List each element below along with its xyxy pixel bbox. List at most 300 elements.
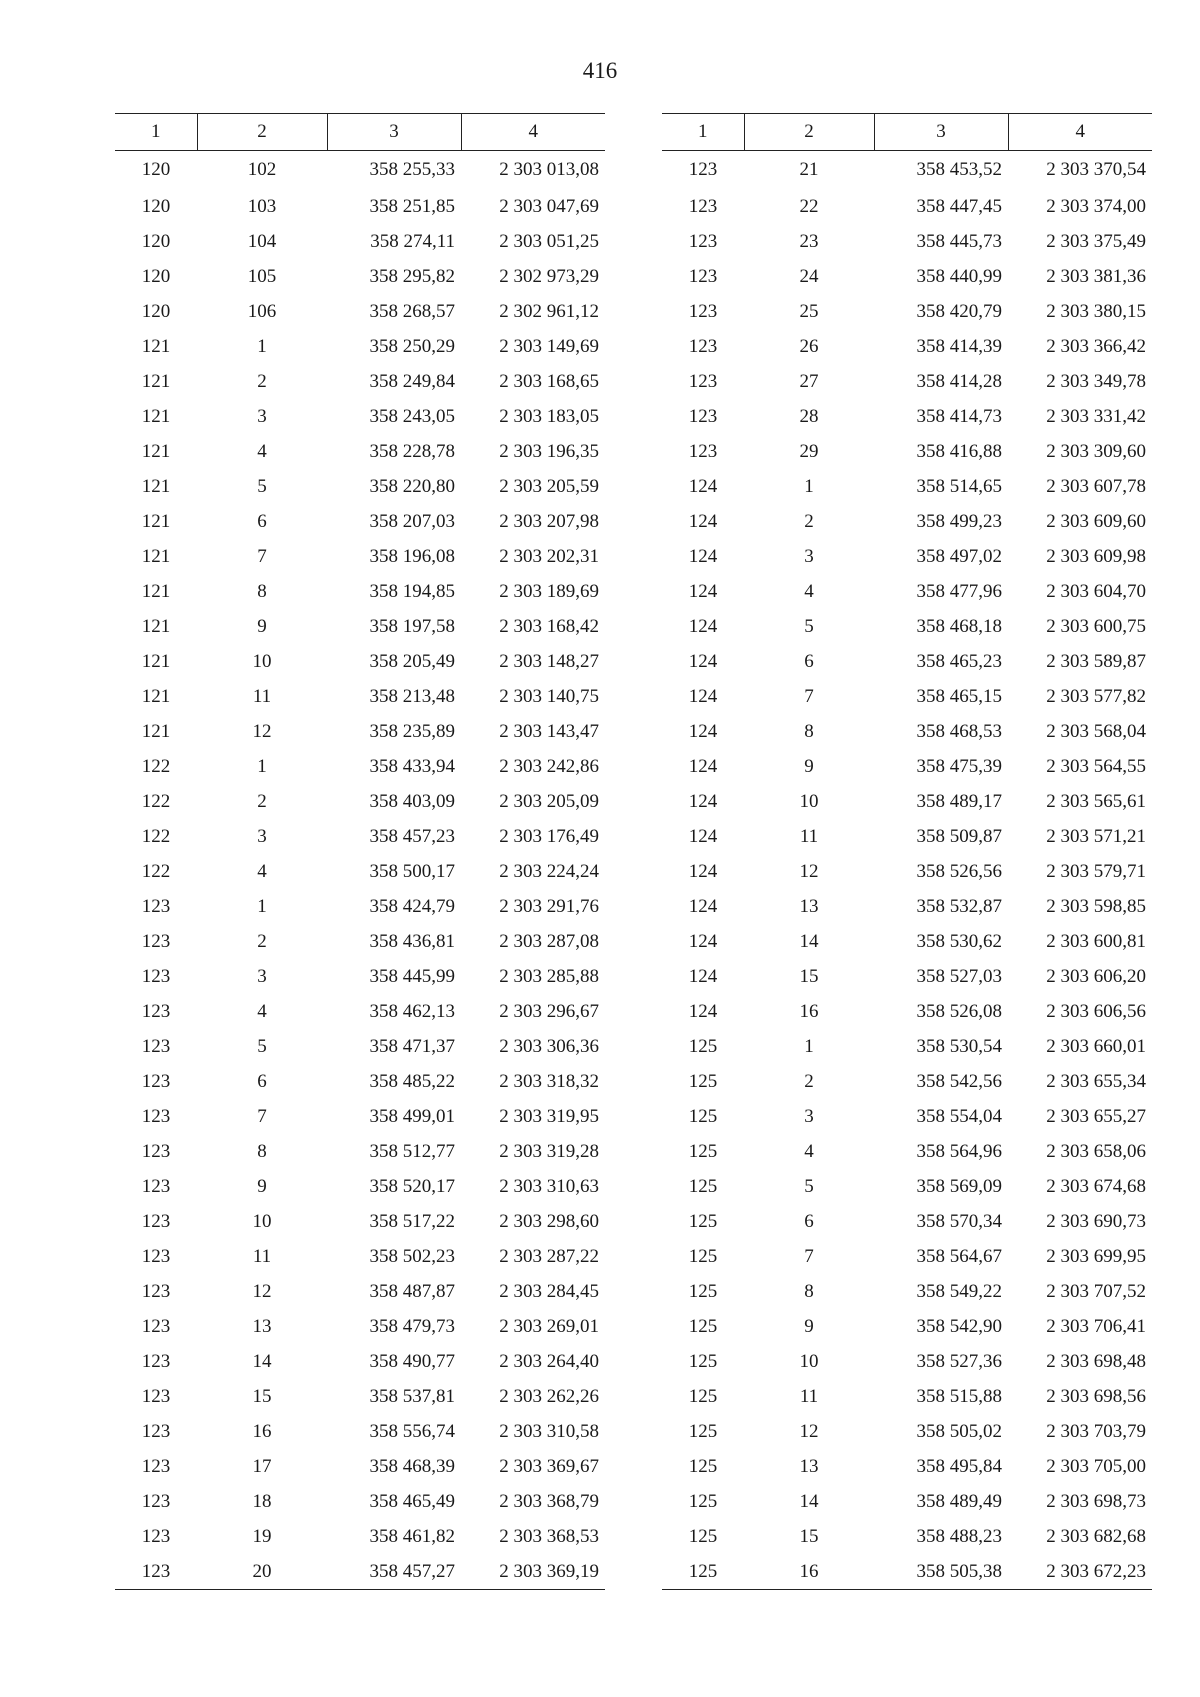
cell-object-number: 123 — [688, 440, 718, 462]
cell-object-number: 123 — [688, 265, 718, 287]
cell-point-number: 16 — [744, 1554, 874, 1590]
cell-object-number: 123 — [141, 1140, 171, 1162]
cell-coordinate-x: 358 488,23 — [916, 1525, 1002, 1547]
cell-point-number: 23 — [799, 230, 819, 252]
cell-coordinate-y: 2 303 319,95 — [499, 1105, 599, 1127]
cell-point-number: 14 — [252, 1350, 272, 1372]
cell-coordinate-x: 358 420,79 — [916, 300, 1002, 322]
cell-point-number: 12 — [799, 1420, 819, 1442]
cell-point-number: 102 — [247, 159, 277, 180]
table-row — [115, 574, 605, 609]
table-body-right — [662, 151, 1152, 1590]
cell-coordinate-y: 2 303 310,58 — [499, 1420, 599, 1442]
cell-coordinate-x: 358 489,49 — [916, 1490, 1002, 1512]
cell-point-number: 8 — [804, 720, 814, 742]
cell-object-number: 123 — [688, 195, 718, 217]
cell-coordinate-x: 358 485,22 — [369, 1070, 455, 1092]
table-row — [662, 1169, 1152, 1204]
cell-point-number: 18 — [252, 1490, 272, 1512]
cell-point-number: 14 — [799, 1490, 819, 1512]
cell-point-number: 2 — [804, 1070, 814, 1092]
table-row — [115, 1134, 605, 1169]
cell-coordinate-x: 358 457,27 — [327, 1554, 461, 1590]
cell-point-number: 6 — [257, 510, 267, 532]
cell-object-number: 125 — [688, 1385, 718, 1407]
cell-coordinate-y: 2 303 296,67 — [499, 1000, 599, 1022]
cell-object-number: 124 — [688, 1000, 718, 1022]
cell-coordinate-y: 2 303 269,01 — [499, 1315, 599, 1337]
cell-coordinate-x: 358 228,78 — [369, 440, 455, 462]
cell-coordinate-x: 358 251,85 — [369, 195, 455, 217]
cell-point-number: 25 — [799, 300, 819, 322]
cell-coordinate-y: 2 303 331,42 — [1046, 405, 1146, 427]
cell-object-number: 124 — [688, 510, 718, 532]
cell-coordinate-y: 2 303 655,34 — [1046, 1070, 1146, 1092]
cell-coordinate-x: 358 268,57 — [369, 300, 455, 322]
cell-point-number: 28 — [799, 405, 819, 427]
cell-point-number: 11 — [799, 1385, 819, 1407]
cell-point-number: 20 — [197, 1554, 327, 1590]
table-row — [115, 1169, 605, 1204]
cell-object-number: 123 — [141, 1490, 171, 1512]
table-row — [662, 749, 1152, 784]
cell-object-number: 120 — [141, 195, 171, 217]
table-row — [115, 294, 605, 329]
cell-object-number: 124 — [688, 930, 718, 952]
cell-coordinate-x: 358 255,33 — [369, 159, 455, 180]
cell-coordinate-y: 2 303 176,49 — [499, 825, 599, 847]
cell-coordinate-x: 358 453,52 — [916, 159, 1002, 180]
cell-coordinate-y: 2 303 690,73 — [1046, 1210, 1146, 1232]
cell-object-number: 121 — [141, 720, 171, 742]
cell-point-number: 4 — [257, 440, 267, 462]
cell-point-number: 3 — [804, 545, 814, 567]
cell-coordinate-x: 358 512,77 — [369, 1140, 455, 1162]
cell-object-number: 120 — [141, 230, 171, 252]
cell-coordinate-y: 2 303 655,27 — [1046, 1105, 1146, 1127]
cell-coordinate-y: 2 303 598,85 — [1046, 895, 1146, 917]
table-row — [115, 259, 605, 294]
cell-point-number: 103 — [247, 195, 277, 217]
table-row — [662, 1449, 1152, 1484]
cell-coordinate-y: 2 303 366,42 — [1046, 335, 1146, 357]
cell-object-number: 121 — [141, 615, 171, 637]
cell-object-number: 124 — [688, 720, 718, 742]
table-row — [115, 1414, 605, 1449]
table-row — [662, 609, 1152, 644]
cell-object-number: 123 — [115, 1554, 197, 1590]
cell-coordinate-x: 358 436,81 — [369, 930, 455, 952]
cell-coordinate-y: 2 303 604,70 — [1046, 580, 1146, 602]
cell-point-number: 17 — [252, 1455, 272, 1477]
cell-object-number: 123 — [141, 895, 171, 917]
cell-object-number: 121 — [141, 650, 171, 672]
cell-coordinate-y: 2 303 375,49 — [1046, 230, 1146, 252]
cell-coordinate-y: 2 303 168,42 — [499, 615, 599, 637]
cell-coordinate-x: 358 274,11 — [370, 230, 455, 252]
cell-coordinate-y: 2 302 961,12 — [499, 300, 599, 322]
table-row — [662, 1414, 1152, 1449]
table-row — [662, 1029, 1152, 1064]
cell-coordinate-y: 2 303 674,68 — [1046, 1175, 1146, 1197]
cell-point-number: 9 — [257, 1175, 267, 1197]
cell-point-number: 5 — [257, 475, 267, 497]
cell-coordinate-x: 358 433,94 — [369, 755, 455, 777]
cell-coordinate-y: 2 303 224,24 — [499, 860, 599, 882]
table-row — [662, 1239, 1152, 1274]
cell-object-number: 121 — [141, 440, 171, 462]
table-row — [115, 959, 605, 994]
cell-coordinate-x: 358 403,09 — [369, 790, 455, 812]
cell-coordinate-y: 2 303 285,88 — [499, 965, 599, 987]
cell-object-number: 122 — [141, 860, 171, 882]
cell-coordinate-y: 2 303 705,00 — [1046, 1455, 1146, 1477]
cell-coordinate-x: 358 468,53 — [916, 720, 1002, 742]
cell-point-number: 13 — [252, 1315, 272, 1337]
table-row — [662, 819, 1152, 854]
cell-coordinate-x: 358 487,87 — [369, 1280, 455, 1302]
cell-point-number: 3 — [257, 965, 267, 987]
table-row — [662, 189, 1152, 224]
table-row — [662, 924, 1152, 959]
cell-coordinate-x: 358 526,56 — [916, 860, 1002, 882]
cell-coordinate-x: 358 515,88 — [916, 1385, 1002, 1407]
cell-coordinate-x: 358 532,87 — [916, 895, 1002, 917]
cell-point-number: 8 — [257, 1140, 267, 1162]
cell-coordinate-x: 358 569,09 — [916, 1175, 1002, 1197]
cell-point-number: 7 — [804, 1245, 814, 1267]
cell-coordinate-y: 2 303 205,59 — [499, 475, 599, 497]
table-body-left — [115, 151, 605, 1590]
cell-coordinate-x: 358 295,82 — [369, 265, 455, 287]
table-row — [662, 399, 1152, 434]
cell-coordinate-x: 358 570,34 — [916, 1210, 1002, 1232]
cell-object-number: 123 — [141, 1350, 171, 1372]
cell-object-number: 124 — [688, 615, 718, 637]
cell-object-number: 121 — [141, 685, 171, 707]
cell-point-number: 21 — [799, 159, 819, 180]
cell-coordinate-x: 358 465,23 — [916, 650, 1002, 672]
header-col-1: 1 — [115, 114, 197, 151]
cell-object-number: 125 — [688, 1035, 718, 1057]
cell-object-number: 123 — [141, 1175, 171, 1197]
cell-coordinate-x: 358 197,58 — [369, 615, 455, 637]
cell-object-number: 125 — [688, 1070, 718, 1092]
cell-object-number: 123 — [688, 335, 718, 357]
cell-point-number: 2 — [257, 930, 267, 952]
cell-coordinate-y: 2 303 606,56 — [1046, 1000, 1146, 1022]
cell-point-number: 2 — [257, 370, 267, 392]
cell-coordinate-x: 358 489,17 — [916, 790, 1002, 812]
cell-object-number: 125 — [688, 1210, 718, 1232]
cell-coordinate-x: 358 414,28 — [916, 370, 1002, 392]
cell-object-number: 125 — [688, 1420, 718, 1442]
cell-point-number: 27 — [799, 370, 819, 392]
cell-object-number: 123 — [141, 1210, 171, 1232]
cell-coordinate-y: 2 303 140,75 — [499, 685, 599, 707]
cell-object-number: 120 — [141, 300, 171, 322]
cell-object-number: 123 — [688, 159, 718, 180]
cell-coordinate-y: 2 303 577,82 — [1046, 685, 1146, 707]
cell-object-number: 123 — [688, 230, 718, 252]
cell-coordinate-x: 358 471,37 — [369, 1035, 455, 1057]
table-row — [115, 1519, 605, 1554]
table-row — [662, 434, 1152, 469]
cell-coordinate-y: 2 303 047,69 — [499, 195, 599, 217]
table-row — [662, 1554, 1152, 1590]
cell-object-number: 120 — [141, 159, 171, 180]
cell-coordinate-y: 2 303 319,28 — [499, 1140, 599, 1162]
table-header-left — [115, 114, 605, 151]
cell-coordinate-y: 2 303 183,05 — [499, 405, 599, 427]
cell-object-number: 121 — [141, 545, 171, 567]
table-row — [662, 1309, 1152, 1344]
table-row — [662, 959, 1152, 994]
cell-coordinate-x: 358 465,15 — [916, 685, 1002, 707]
table-row — [115, 924, 605, 959]
cell-coordinate-y: 2 303 306,36 — [499, 1035, 599, 1057]
cell-object-number: 123 — [141, 1315, 171, 1337]
cell-coordinate-y: 2 303 369,67 — [499, 1455, 599, 1477]
table-row — [662, 1274, 1152, 1309]
table-row — [115, 399, 605, 434]
cell-coordinate-x: 358 440,99 — [916, 265, 1002, 287]
cell-coordinate-x: 358 564,67 — [916, 1245, 1002, 1267]
cell-coordinate-y: 2 303 568,04 — [1046, 720, 1146, 742]
cell-point-number: 6 — [804, 1210, 814, 1232]
cell-coordinate-y: 2 303 706,41 — [1046, 1315, 1146, 1337]
table-row — [115, 151, 605, 190]
cell-coordinate-x: 358 414,73 — [916, 405, 1002, 427]
cell-point-number: 7 — [257, 545, 267, 567]
cell-point-number: 3 — [257, 405, 267, 427]
cell-coordinate-y: 2 303 609,60 — [1046, 510, 1146, 532]
table-row — [115, 1274, 605, 1309]
cell-coordinate-y: 2 303 310,63 — [499, 1175, 599, 1197]
table-row — [115, 504, 605, 539]
cell-object-number: 121 — [141, 580, 171, 602]
cell-point-number: 4 — [257, 860, 267, 882]
cell-point-number: 10 — [799, 1350, 819, 1372]
table-row — [662, 259, 1152, 294]
cell-coordinate-x: 358 514,65 — [916, 475, 1002, 497]
cell-coordinate-y: 2 303 189,69 — [499, 580, 599, 602]
cell-coordinate-y: 2 303 298,60 — [499, 1210, 599, 1232]
cell-object-number: 123 — [141, 1245, 171, 1267]
cell-coordinate-x: 358 490,77 — [369, 1350, 455, 1372]
table-row — [115, 679, 605, 714]
cell-coordinate-y: 2 303 368,53 — [499, 1525, 599, 1547]
cell-object-number: 125 — [688, 1105, 718, 1127]
cell-point-number: 6 — [804, 650, 814, 672]
cell-point-number: 4 — [804, 580, 814, 602]
cell-coordinate-y: 2 303 287,08 — [499, 930, 599, 952]
cell-coordinate-y: 2 303 698,73 — [1046, 1490, 1146, 1512]
page-number: 416 — [582, 58, 618, 83]
cell-coordinate-y: 2 303 698,48 — [1046, 1350, 1146, 1372]
cell-point-number: 16 — [252, 1420, 272, 1442]
cell-point-number: 104 — [247, 230, 277, 252]
cell-object-number: 125 — [688, 1350, 718, 1372]
table-row — [662, 644, 1152, 679]
table-row — [662, 1134, 1152, 1169]
cell-point-number: 1 — [804, 1035, 814, 1057]
table-row — [662, 294, 1152, 329]
cell-point-number: 12 — [252, 720, 272, 742]
header-col-4: 4 — [1008, 114, 1152, 151]
table-row — [115, 364, 605, 399]
cell-coordinate-x: 358 500,17 — [369, 860, 455, 882]
cell-point-number: 2 — [804, 510, 814, 532]
cell-coordinate-x: 358 475,39 — [916, 755, 1002, 777]
cell-object-number: 125 — [688, 1245, 718, 1267]
cell-object-number: 121 — [141, 335, 171, 357]
cell-point-number: 12 — [252, 1280, 272, 1302]
cell-coordinate-x: 358 424,79 — [369, 895, 455, 917]
table-row — [115, 469, 605, 504]
table-row — [115, 854, 605, 889]
table-row — [115, 819, 605, 854]
cell-coordinate-y: 2 303 658,06 — [1046, 1140, 1146, 1162]
cell-object-number: 125 — [688, 1525, 718, 1547]
table-row — [115, 749, 605, 784]
cell-point-number: 11 — [252, 685, 272, 707]
cell-object-number: 123 — [141, 930, 171, 952]
cell-object-number: 123 — [141, 1420, 171, 1442]
cell-coordinate-x: 358 527,36 — [916, 1350, 1002, 1372]
cell-object-number: 123 — [141, 1385, 171, 1407]
table-row — [115, 784, 605, 819]
table-row — [115, 224, 605, 259]
cell-coordinate-y: 2 303 707,52 — [1046, 1280, 1146, 1302]
header-col-2: 2 — [197, 114, 327, 151]
cell-object-number: 124 — [688, 965, 718, 987]
cell-point-number: 15 — [799, 965, 819, 987]
table-row — [115, 889, 605, 924]
cell-coordinate-x: 358 250,29 — [369, 335, 455, 357]
table-row — [115, 714, 605, 749]
cell-coordinate-x: 358 499,01 — [369, 1105, 455, 1127]
cell-point-number: 8 — [257, 580, 267, 602]
cell-point-number: 15 — [799, 1525, 819, 1547]
table-row — [115, 1029, 605, 1064]
cell-coordinate-y: 2 303 284,45 — [499, 1280, 599, 1302]
table-row — [662, 679, 1152, 714]
table-row — [115, 1449, 605, 1484]
cell-point-number: 1 — [804, 475, 814, 497]
cell-point-number: 29 — [799, 440, 819, 462]
cell-point-number: 8 — [804, 1280, 814, 1302]
cell-coordinate-y: 2 303 287,22 — [499, 1245, 599, 1267]
cell-object-number: 123 — [141, 1455, 171, 1477]
cell-coordinate-x: 358 445,99 — [369, 965, 455, 987]
cell-object-number: 123 — [141, 1280, 171, 1302]
table-row — [662, 1064, 1152, 1099]
cell-object-number: 123 — [688, 405, 718, 427]
table-row — [662, 364, 1152, 399]
cell-point-number: 13 — [799, 1455, 819, 1477]
cell-coordinate-x: 358 520,17 — [369, 1175, 455, 1197]
cell-coordinate-x: 358 445,73 — [916, 230, 1002, 252]
cell-coordinate-x: 358 530,54 — [916, 1035, 1002, 1057]
table-row — [662, 151, 1152, 190]
table-row — [115, 1379, 605, 1414]
cell-coordinate-x: 358 243,05 — [369, 405, 455, 427]
table-row — [662, 1379, 1152, 1414]
cell-coordinate-x: 358 549,22 — [916, 1280, 1002, 1302]
cell-coordinate-x: 358 509,87 — [916, 825, 1002, 847]
cell-point-number: 5 — [257, 1035, 267, 1057]
cell-coordinate-x: 358 461,82 — [369, 1525, 455, 1547]
cell-coordinate-x: 358 499,23 — [916, 510, 1002, 532]
cell-coordinate-x: 358 462,13 — [369, 1000, 455, 1022]
cell-coordinate-y: 2 303 291,76 — [499, 895, 599, 917]
cell-object-number: 122 — [141, 755, 171, 777]
table-row — [662, 714, 1152, 749]
cell-point-number: 7 — [257, 1105, 267, 1127]
table-row — [662, 784, 1152, 819]
cell-object-number: 120 — [141, 265, 171, 287]
cell-point-number: 15 — [252, 1385, 272, 1407]
cell-coordinate-x: 358 479,73 — [369, 1315, 455, 1337]
table-header-right — [662, 114, 1152, 151]
cell-point-number: 5 — [804, 1175, 814, 1197]
cell-point-number: 24 — [799, 265, 819, 287]
cell-object-number: 122 — [141, 790, 171, 812]
cell-point-number: 1 — [257, 895, 267, 917]
table-row — [662, 224, 1152, 259]
cell-coordinate-y: 2 303 202,31 — [499, 545, 599, 567]
table-row — [662, 1484, 1152, 1519]
cell-point-number: 22 — [799, 195, 819, 217]
table-row — [115, 1554, 605, 1590]
cell-point-number: 106 — [247, 300, 277, 322]
cell-object-number: 124 — [688, 895, 718, 917]
table-row — [115, 609, 605, 644]
cell-coordinate-x: 358 554,04 — [916, 1105, 1002, 1127]
cell-coordinate-y: 2 303 703,79 — [1046, 1420, 1146, 1442]
table-row — [115, 329, 605, 364]
cell-coordinate-y: 2 303 699,95 — [1046, 1245, 1146, 1267]
cell-point-number: 4 — [257, 1000, 267, 1022]
cell-coordinate-x: 358 537,81 — [369, 1385, 455, 1407]
header-col-3: 3 — [327, 114, 461, 151]
cell-coordinate-y: 2 303 168,65 — [499, 370, 599, 392]
cell-coordinate-x: 358 196,08 — [369, 545, 455, 567]
cell-coordinate-y: 2 303 571,21 — [1046, 825, 1146, 847]
table-row — [115, 434, 605, 469]
cell-coordinate-y: 2 303 207,98 — [499, 510, 599, 532]
cell-object-number: 122 — [141, 825, 171, 847]
cell-coordinate-x: 358 416,88 — [916, 440, 1002, 462]
cell-coordinate-y: 2 303 374,00 — [1046, 195, 1146, 217]
cell-point-number: 105 — [247, 265, 277, 287]
cell-object-number: 123 — [141, 1070, 171, 1092]
cell-object-number: 123 — [141, 1035, 171, 1057]
cell-coordinate-x: 358 564,96 — [916, 1140, 1002, 1162]
cell-coordinate-y: 2 303 309,60 — [1046, 440, 1146, 462]
cell-coordinate-y: 2 303 013,08 — [499, 159, 599, 180]
table-row — [662, 504, 1152, 539]
cell-point-number: 10 — [799, 790, 819, 812]
coordinates-table-right — [662, 113, 1152, 1590]
cell-object-number: 125 — [662, 1554, 744, 1590]
cell-coordinate-y: 2 303 607,78 — [1046, 475, 1146, 497]
cell-coordinate-y: 2 303 264,40 — [499, 1350, 599, 1372]
cell-coordinate-x: 358 468,18 — [916, 615, 1002, 637]
cell-point-number: 11 — [252, 1245, 272, 1267]
cell-coordinate-y: 2 303 369,19 — [461, 1554, 605, 1590]
